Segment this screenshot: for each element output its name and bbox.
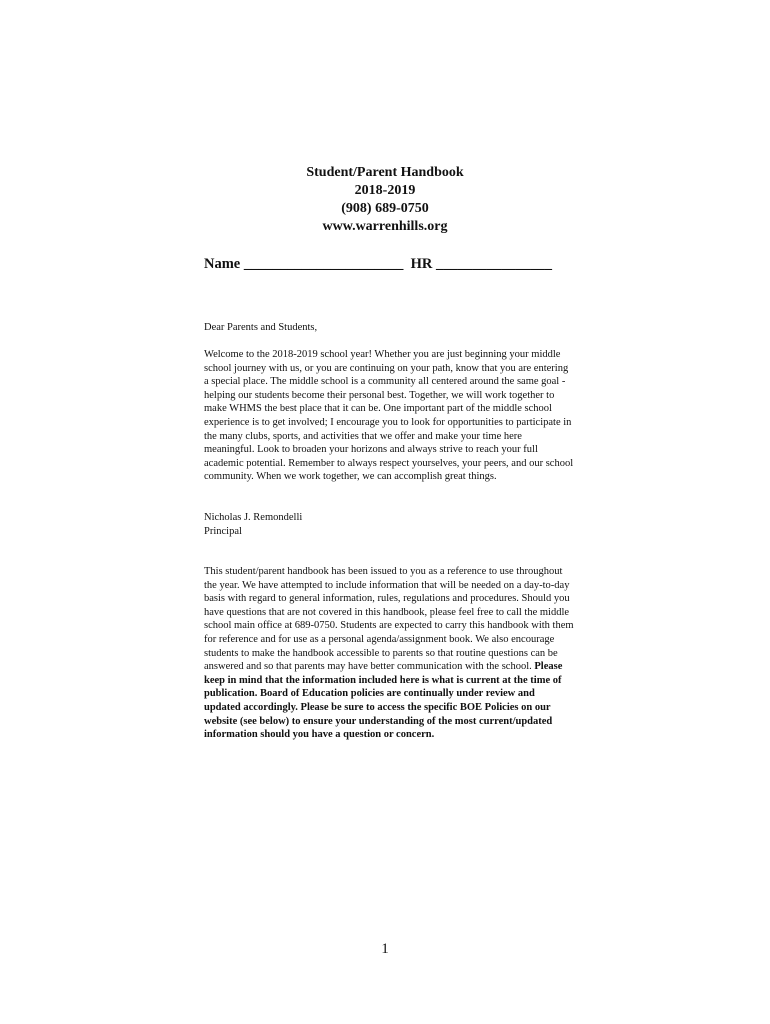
handbook-title-block — [0, 164, 770, 236]
phone-number: (908) 689-0750 — [341, 201, 429, 216]
signer-title: Principal — [204, 525, 242, 537]
notice-regular-text: This student/parent handbook has been issued to you as a reference to use throughout the year. We have attempted to include information that will be needed on a day-to-day basis with regard to general information, rules, regulations and procedures. Should you have questions that are not covered in this handbook, please feel free to call the middle school main office at 689-0750. Students are expected to carry this handbook with them for reference and for use as a personal agenda/assignment book. We also encourage students to make the handbook accessible to parents so that routine questions can be answered and so that parents may have better communication with the school. — [204, 566, 574, 673]
signer-name: Nicholas J. Remondelli — [204, 512, 303, 523]
page-number: 1 — [381, 941, 389, 957]
school-year: 2018-2019 — [354, 183, 416, 198]
handbook-notice — [204, 565, 574, 742]
handbook-title: Student/Parent Handbook — [306, 165, 464, 180]
letter-salutation: Dear Parents and Students, — [204, 322, 318, 333]
name-homeroom-line: Name ______________________ HR ________________ — [204, 256, 552, 272]
notice-bold-text: Please keep in mind that the information included here is what is current at the time of publication. Board of Education policies are continually under review and updated accordingly. Please be sure to access the specific BOE Policies on our website (see below) to ensure your understanding of the most current/updated information should you have a question or concern. — [204, 661, 563, 741]
letter-signature — [204, 511, 574, 538]
website: www.warrenhills.org — [322, 219, 448, 234]
letter-body: Welcome to the 2018-2019 school year! Whether you are just beginning your middle school journey with us, or you are continuing on your path, know that you are entering a special place. The middle school is a community all centered around the same goal - helping our students become their personal best. Together, we will work together to make WHMS the best place that it can be. One important part of the middle school experience is to get involved; I encourage you to look for opportunities to participate in the many clubs, sports, and activities that we offer and make your time here meaningful. Look to broaden your horizons and always strive to reach your full academic potential. Remember to always respect yourselves, your peers, and our school community. When we work together, we can accomplish great things. — [204, 349, 574, 483]
